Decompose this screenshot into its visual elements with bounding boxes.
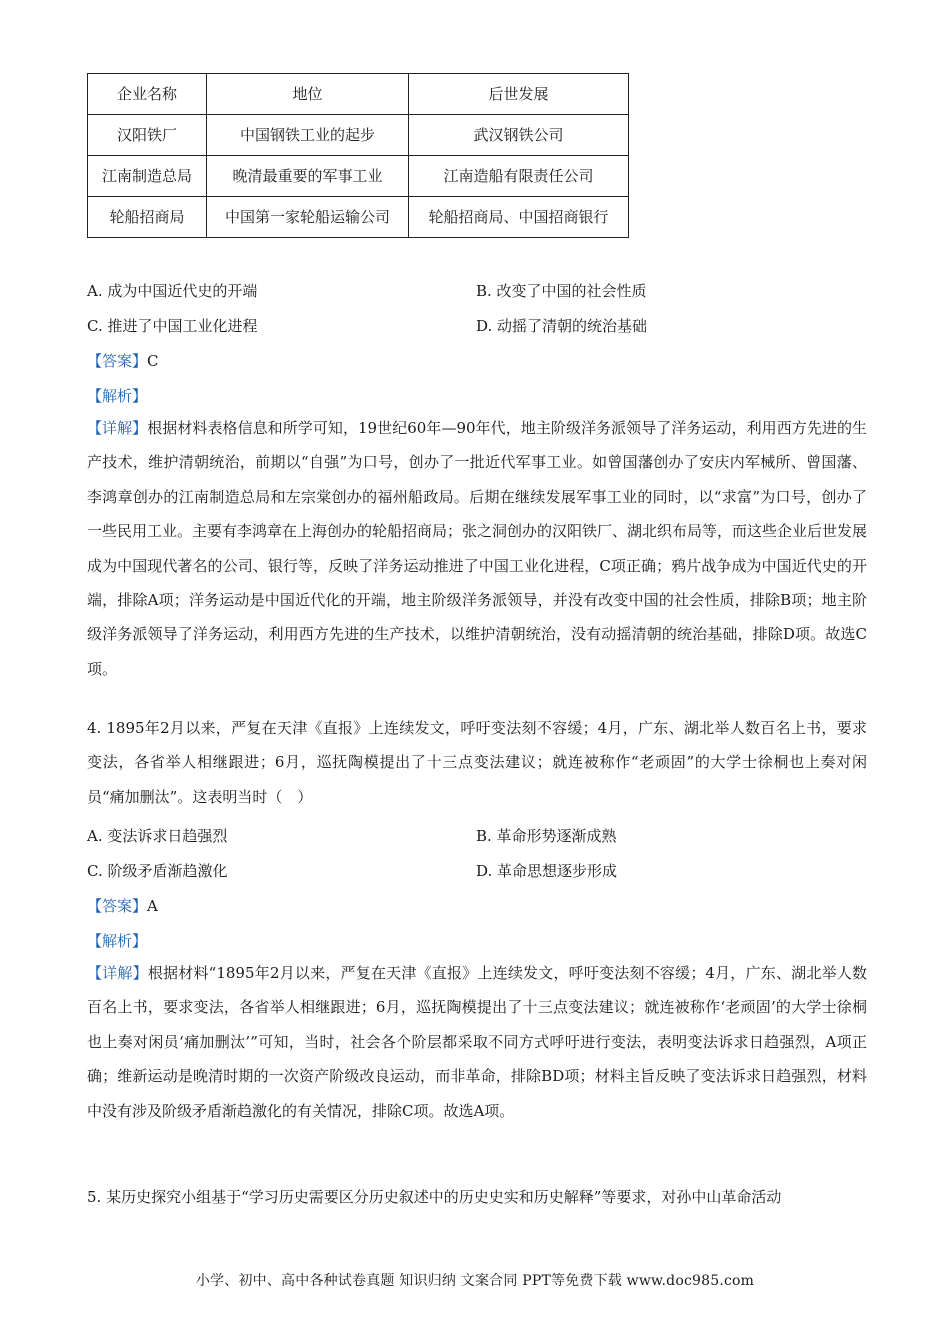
detail-label: 【详解】 [87, 419, 148, 437]
table-cell: 晚清最重要的军事工业 [207, 156, 409, 197]
table-cell: 轮船招商局 [88, 197, 207, 238]
q3-analysis-label: 【解析】 [87, 387, 148, 405]
q4-stem: 4. 1895年2月以来，严复在天津《直报》上连续发文，呼吁变法刻不容缓；4月，广东、湖北举人数百名上书，要求变法，各省举人相继跟进；6月，巡抚陶模提出了十三点变法建议；就连被称作“老顽固”的大学士徐桐也上奏对闲员“痛加删汰”。这表明当时（ ） [87, 719, 867, 806]
table-header-cell: 地位 [207, 74, 409, 115]
answer-label: 【答案】 [87, 352, 148, 370]
table-header-row [88, 74, 629, 115]
detail-text: 根据材料“1895年2月以来，严复在天津《直报》上连续发文，呼吁变法刻不容缓；4月，广东、湖北举人数百名上书，要求变法，各省举人相继跟进；6月，巡抚陶模提出了十三点变法建议；就连被称作‘老顽固’的大学士徐桐也上奏对闲员‘痛加删汰’”可知，当时，社会各个阶层都采取不同方式呼吁进行变法，表明变法诉求日趋强烈，A项正确；维新运动是晚清时期的一次资产阶级改良运动，而非革命，排除BD项；材料主旨反映了变法诉求日趋强烈，材料中没有涉及阶级矛盾渐趋激化的有关情况，排除C项。故选A项。 [87, 964, 867, 1120]
q4-option-d: D. 革命思想逐步形成 [476, 862, 618, 880]
q4-option-a: A. 变法诉求日趋强烈 [87, 827, 228, 845]
table-row [88, 197, 629, 238]
q3-option-a: A. 成为中国近代史的开端 [87, 282, 258, 300]
table-cell: 江南制造总局 [88, 156, 207, 197]
q4-analysis-label: 【解析】 [87, 932, 148, 950]
q3-option-d: D. 动摇了清朝的统治基础 [476, 317, 648, 335]
answer-label: 【答案】 [87, 897, 148, 915]
q5-stem: 5. 某历史探究小组基于“学习历史需要区分历史叙述中的历史史实和历史解释”等要求，对孙中山革命活动 [87, 1188, 782, 1206]
table-header-cell: 企业名称 [88, 74, 207, 115]
table-cell: 武汉钢铁公司 [409, 115, 629, 156]
table-cell: 中国第一家轮船运输公司 [207, 197, 409, 238]
q3-option-b: B. 改变了中国的社会性质 [476, 282, 647, 300]
page-footer: 小学、初中、高中各种试卷真题 知识归纳 文案合同 PPT等免费下载 www.doc985.com [195, 1273, 755, 1289]
answer-value: C [147, 352, 159, 370]
table-header-cell: 后世发展 [409, 74, 629, 115]
q4-option-b: B. 革命形势逐渐成熟 [476, 827, 617, 845]
q3-answer [87, 351, 159, 371]
q4-answer [87, 896, 158, 916]
q4-option-c: C. 阶级矛盾渐趋激化 [87, 862, 228, 880]
table-row [88, 115, 629, 156]
detail-text: 根据材料表格信息和所学可知，19世纪60年—90年代，地主阶级洋务派领导了洋务运动，利用西方先进的生产技术，维护清朝统治，前期以“自强”为口号，创办了一批近代军事工业。如曾国藩创办了安庆内军械所、曾国藩、李鸿章创办的江南制造总局和左宗棠创办的福州船政局。后期在继续发展军事工业的同时，以“求富”为口号，创办了一些民用工业。主要有李鸿章在上海创办的轮船招商局；张之洞创办的汉阳铁厂、湖北织布局等，而这些企业后世发展成为中国现代著名的公司、银行等，反映了洋务运动推进了中国工业化进程，C项正确；鸦片战争成为中国近代史的开端，排除A项；洋务运动是中国近代化的开端，地主阶级洋务派领导，并没有改变中国的社会性质，排除B项；地主阶级洋务派领导了洋务运动，利用西方先进的生产技术，以维护清朝统治，没有动摇清朝的统治基础，排除D项。故选C项。 [87, 419, 868, 678]
table-cell: 轮船招商局、中国招商银行 [409, 197, 629, 238]
table-cell: 中国钢铁工业的起步 [207, 115, 409, 156]
detail-label: 【详解】 [87, 964, 148, 982]
q4-detail [87, 956, 867, 1128]
table-cell: 汉阳铁厂 [88, 115, 207, 156]
answer-value: A [147, 897, 158, 915]
q3-option-c: C. 推进了中国工业化进程 [87, 317, 258, 335]
table-row [88, 156, 629, 197]
table-cell: 江南造船有限责任公司 [409, 156, 629, 197]
q3-detail [87, 411, 867, 686]
enterprise-table [87, 73, 629, 238]
